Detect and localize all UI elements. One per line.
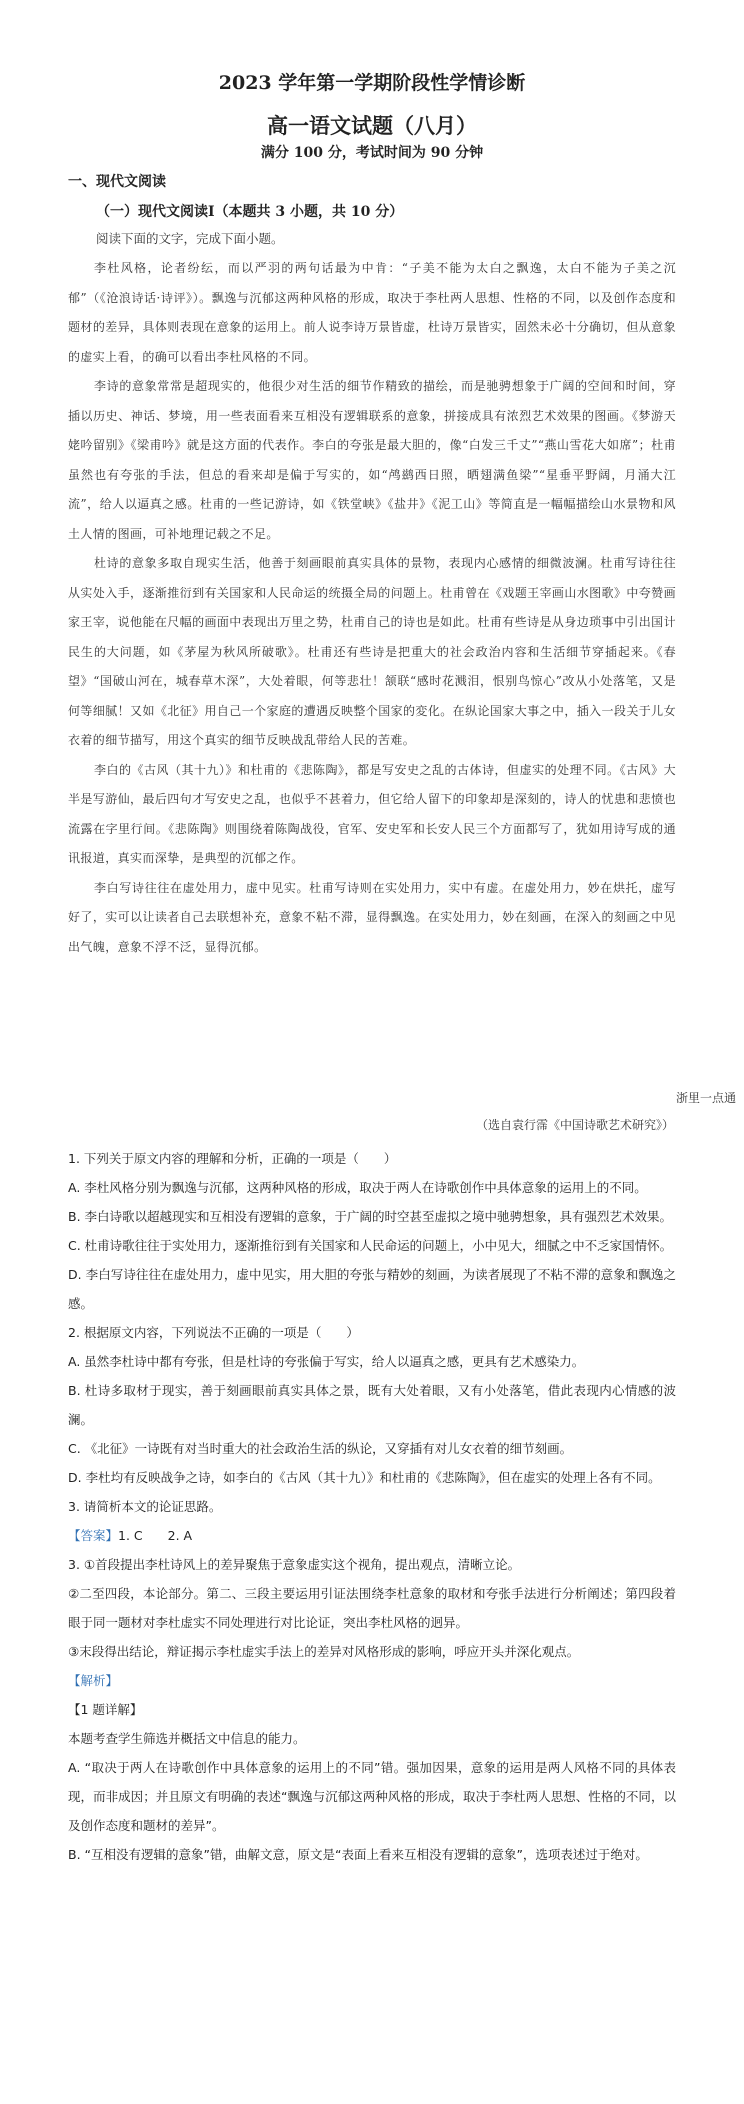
reading-article	[68, 254, 676, 962]
article-paragraph: 李白写诗往往在虚处用力，虚中见实。杜甫写诗则在实处用力，实中有虚。在虚处用力，妙在烘托，虚写好了，实可以让读者自己去联想补充，意象不粘不滞，显得飘逸。在实处用力，妙在刻画，在深入的刻画之中见出气魄，意象不浮不泛，显得沉郁。	[68, 880, 676, 954]
answer-line	[68, 1521, 676, 1550]
analysis-option-a: A. “取决于两人在诗歌创作中具体意象的运用上的不同”错。强加因果，意象的运用是两人风格不同的具体表现，而非成因；并且原文有明确的表述“飘逸与沉郁这两种风格的形成，取决于李杜两人思想、性格的不同，以及创作态度和题材的差异”。	[68, 1760, 676, 1833]
answer-label: 【答案】	[68, 1528, 119, 1543]
question-3-stem: 3. 请简析本文的论证思路。	[68, 1499, 222, 1514]
reading-instruction: 阅读下面的文字，完成下面小题。	[96, 231, 284, 246]
question-2-option-d: D. 李杜均有反映战争之诗，如李白的《古风（其十九）》和杜甫的《悲陈陶》，但在虚实的处理上各有不同。	[68, 1470, 661, 1485]
question-2-option-c: C. 《北征》一诗既有对当时重大的社会政治生活的纵论，又穿插有对儿女衣着的细节刻画。	[68, 1441, 573, 1456]
answer-text: 1. C 2. A	[118, 1528, 193, 1543]
article-paragraph: 李杜风格，论者纷纭，而以严羽的两句话最为中肯：“子美不能为太白之飘逸，太白不能为子美之沉郁”（《沧浪诗话·诗评》）。飘逸与沉郁这两种风格的形成，取决于李杜两人思想、性格的不同，以及创作态度和题材的差异，具体则表现在意象的运用上。前人说李诗万景皆虚，杜诗万景皆实，固然未必十分确切，但从意象的虚实上看，的确可以看出李杜风格的不同。	[68, 261, 676, 364]
answer-q3-part-2: ②二至四段，本论部分。第二、三段主要运用引证法围绕李杜意象的取材和夸张手法进行分析阐述；第四段着眼于同一题材对李杜虚实不同处理进行对比论证，突出李杜风格的迥异。	[68, 1586, 676, 1630]
exam-title: 2023 学年第一学期阶段性学情诊断	[218, 72, 526, 94]
article-paragraph: 李白的《古风（其十九）》和杜甫的《悲陈陶》，都是写安史之乱的古体诗，但虚实的处理不同。《古风》大半是写游仙，最后四句才写安史之乱，也似乎不甚着力，但它给人留下的印象却是深刻的，诗人的忧患和悲愤也流露在字里行间。《悲陈陶》则围绕着陈陶战役，官军、安史军和长安人民三个方面都写了，犹如用诗写成的通讯报道，真实而深挚，是典型的沉郁之作。	[68, 762, 676, 865]
section-subheading: （一）现代文阅读Ⅰ（本题共 3 小题，共 10 分）	[96, 204, 404, 220]
question-1-option-c: C. 杜甫诗歌往往于实处用力，逐渐推衍到有关国家和人民命运的问题上，小中见大，细腻之中不乏家国情怀。	[68, 1238, 673, 1253]
question-2-option-a: A. 虽然李杜诗中都有夸张，但是杜诗的夸张偏于写实，给人以逼真之感，更具有艺术感染力。	[68, 1354, 585, 1369]
analysis-option-b: B. “互相没有逻辑的意象”错，曲解文意，原文是“表面上看来互相没有逻辑的意象”，选项表述过于绝对。	[68, 1847, 648, 1862]
question-1-option-b: B. 李白诗歌以超越现实和互相没有逻辑的意象，于广阔的时空甚至虚拟之境中驰骋想象，具有强烈艺术效果。	[68, 1209, 673, 1224]
question-2-option-b: B. 杜诗多取材于现实，善于刻画眼前真实具体之景，既有大处着眼，又有小处落笔，借此表现内心情感的波澜。	[68, 1383, 676, 1427]
question-2-stem: 2. 根据原文内容，下列说法不正确的一项是（ ）	[68, 1325, 359, 1340]
analysis-intro: 本题考查学生筛选并概括文中信息的能力。	[68, 1731, 306, 1746]
question-1-option-d: D. 李白写诗往往在虚处用力，虚中见实，用大胆的夸张与精妙的刻画，为读者展现了不粘不滞的意象和飘逸之感。	[68, 1267, 676, 1311]
analysis-sub-label: 【1 题详解】	[68, 1702, 143, 1717]
exam-info: 满分 100 分，考试时间为 90 分钟	[260, 145, 484, 161]
question-1-option-a: A. 李杜风格分别为飘逸与沉郁，这两种风格的形成，取决于两人在诗歌创作中具体意象的运用上的不同。	[68, 1180, 647, 1195]
answer-q3-part-1: 3. ①首段提出李杜诗风上的差异聚焦于意象虚实这个视角，提出观点，清晰立论。	[68, 1557, 521, 1572]
question-1-stem: 1. 下列关于原文内容的理解和分析，正确的一项是（ ）	[68, 1151, 397, 1166]
questions-and-answers	[68, 1144, 676, 1869]
answer-q3-part-3: ③末段得出结论，辩证揭示李杜虚实手法上的差异对风格形成的影响，呼应开头并深化观点。	[68, 1644, 580, 1659]
article-paragraph: 杜诗的意象多取自现实生活，他善于刻画眼前真实具体的景物，表现内心感情的细微波澜。杜甫写诗往往从实处入手，逐渐推衍到有关国家和人民命运的统摄全局的问题上。杜甫曾在《戏题王宰画山水图歌》中夸赞画家王宰，说他能在尺幅的画面中表现出万里之势，杜甫自己的诗也是如此。杜甫有些诗是从身边琐事中引出国计民生的大问题，如《茅屋为秋风所破歌》。杜甫还有些诗是把重大的社会政治内容和生活细节穿插起来。《春望》“国破山河在，城春草木深”，大处着眼，何等悲壮！颔联“感时花溅泪，恨别鸟惊心”改从小处落笔，又是何等细腻！又如《北征》用自己一个家庭的遭遇反映整个国家的変化。在纵论国家大事之中，插入一段关于儿女衣着的细节描写，用这个真实的细节反映战乱带给人民的苦难。	[68, 556, 676, 747]
exam-subtitle: 高一语文试题（八月）	[267, 113, 477, 138]
section-heading: 一、现代文阅读	[68, 174, 166, 190]
watermark-text: 浙里一点通	[675, 1091, 736, 1105]
analysis-label: 【解析】	[68, 1673, 119, 1688]
article-paragraph: 李诗的意象常常是超现实的，他很少对生活的细节作精致的描绘，而是驰骋想象于广阔的空间和时间，穿插以历史、神话、梦境，用一些表面看来互相没有逻辑联系的意象，拼接成具有浓烈艺术效果的图画。《梦游天姥吟留别》《梁甫吟》就是这方面的代表作。李白的夸张是最大胆的，像“白发三千丈”“燕山雪花大如席”；杜甫虽然也有夸张的手法，但总的看来却是偏于写实的，如“鸬鹚西日照，晒翅满鱼梁”“星垂平野阔，月涌大江流”，给人以逼真之感。杜甫的一些记游诗，如《铁堂峡》《盐井》《泥工山》等简直是一幅幅描绘山水景物和风土人情的图画，可补地理记载之不足。	[68, 379, 676, 541]
source-note: （选自袁行霈《中国诗歌艺术研究》）	[475, 1118, 674, 1132]
